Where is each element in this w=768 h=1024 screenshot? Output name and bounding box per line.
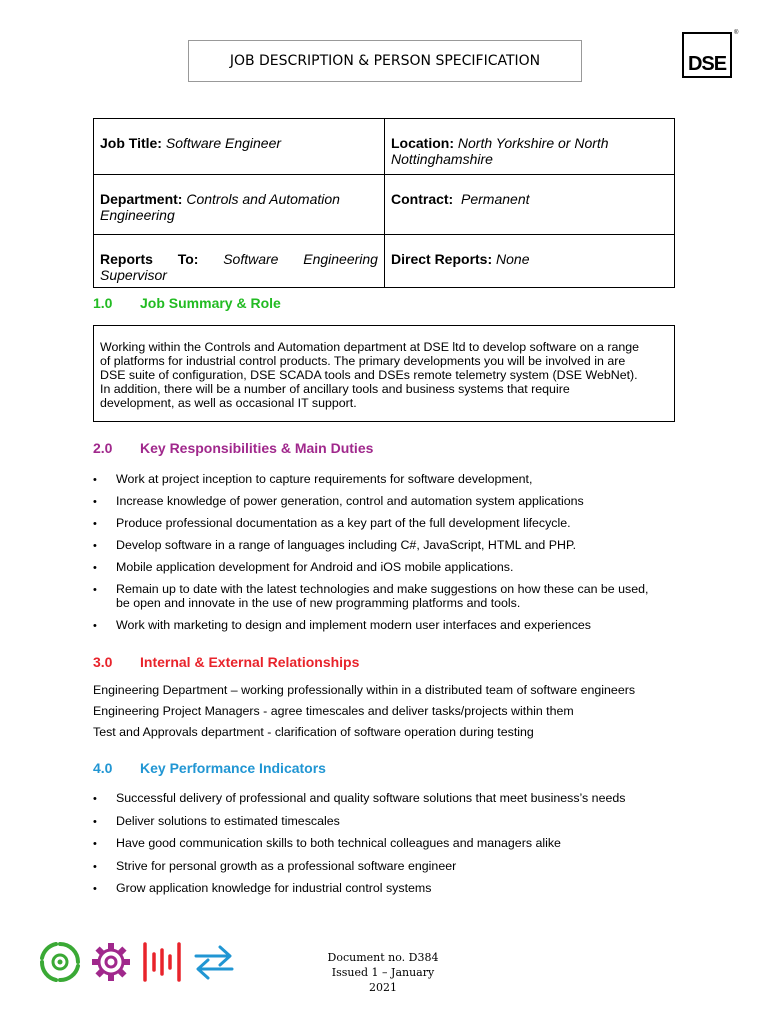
location-value-line2: Nottinghamshire (391, 151, 493, 167)
issue-date: Issued 1 – January 2021 (331, 966, 435, 994)
list-item: • Increase knowledge of power generation, control and automation system applications (93, 494, 678, 508)
department-label: Department: (100, 191, 183, 207)
document-title-text: JOB DESCRIPTION & PERSON SPECIFICATION (229, 53, 541, 69)
responsibilities-list (93, 472, 678, 632)
relationship-line: Engineering Project Managers - agree timescales and deliver tasks/projects within them (93, 704, 574, 718)
summary-line: In addition, there will be a number of ancillary tools and business systems that require (100, 382, 570, 396)
summary-line: development, as well as occasional IT support. (100, 396, 357, 410)
job-summary-box (93, 325, 675, 422)
dse-logo (682, 32, 732, 78)
section-1-number: 1.0 (93, 295, 113, 311)
list-item-line2: be open and innovate in the use of new programming platforms and tools. (116, 596, 521, 610)
section-2-title: Key Responsibilities & Main Duties (140, 440, 374, 456)
list-item: • Work with marketing to design and implement modern user interfaces and experiences (93, 618, 678, 632)
reports-value-1: Software (223, 251, 279, 267)
reports-to-line (100, 251, 378, 267)
exchange-arrows-icon (190, 942, 238, 982)
job-title-value: Software Engineer (165, 135, 282, 151)
kpi-list (93, 791, 678, 895)
section-3-heading (93, 654, 359, 670)
list-item (93, 582, 678, 610)
list-item: • Produce professional documentation as a key part of the full development lifecycle. (93, 516, 678, 530)
location-value-line1: North Yorkshire or North (457, 135, 609, 151)
job-title-label: Job Title: (100, 135, 162, 151)
section-4-title: Key Performance Indicators (140, 760, 326, 776)
department-cell (94, 175, 385, 235)
direct-reports-label: Direct Reports: (391, 251, 493, 267)
job-info-table (93, 118, 675, 288)
summary-line: Working within the Controls and Automation department at DSE ltd to develop software on a range (100, 340, 640, 354)
relationship-line: Engineering Department – working professionally within in a distributed team of software engineers (93, 683, 636, 697)
location-cell (385, 119, 675, 175)
contract-value: Permanent (461, 191, 530, 207)
reports-label-2: To: (177, 251, 199, 267)
reports-value-3: Supervisor (100, 267, 167, 283)
list-item: • Have good communication skills to both technical colleagues and managers alike (93, 836, 678, 850)
contract-label: Contract: (391, 191, 454, 207)
section-3-title: Internal & External Relationships (140, 654, 360, 670)
summary-line: of platforms for industrial control products. The primary developments you will be involved in are (100, 354, 626, 368)
list-item-line1: • Remain up to date with the latest technologies and make suggestions on how these can be used, (116, 582, 649, 596)
direct-reports-value: None (496, 251, 530, 267)
list-item: • Strive for personal growth as a professional software engineer (93, 859, 678, 873)
section-2-heading (93, 440, 373, 456)
section-2-number: 2.0 (93, 440, 113, 456)
list-item: • Work at project inception to capture requirements for software development, (93, 472, 678, 486)
department-value-line2: Engineering (100, 207, 175, 223)
list-item: • Successful delivery of professional and quality software solutions that meet business’s needs (93, 791, 678, 805)
contract-cell (385, 175, 675, 235)
section-1-heading (93, 295, 281, 311)
section-1-title: Job Summary & Role (140, 295, 281, 311)
registered-mark: ® (734, 30, 739, 36)
list-item: • Deliver solutions to estimated timescales (93, 814, 678, 828)
relationship-line: Test and Approvals department - clarification of software operation during testing (93, 725, 534, 739)
list-item: • Develop software in a range of languages including C#, JavaScript, HTML and PHP. (93, 538, 678, 552)
summary-line: DSE suite of configuration, DSE SCADA tools and DSEs remote telemetry system (DSE WebNet). (100, 368, 638, 382)
reports-label-1: Reports (100, 251, 153, 267)
document-number: Document no. D384 (327, 951, 439, 964)
job-title-cell (94, 119, 385, 175)
gear-icon (89, 940, 133, 984)
signal-bars-icon (140, 940, 184, 984)
dse-logo-text: DSE (687, 53, 727, 75)
monitoring-icon (38, 940, 82, 984)
reports-to-cell (94, 235, 385, 288)
section-3-number: 3.0 (93, 654, 113, 670)
department-value-line1: Controls and Automation (186, 191, 340, 207)
document-title (188, 40, 582, 82)
reports-value-2: Engineering (303, 251, 378, 267)
section-4-heading (93, 760, 326, 776)
list-item: • Mobile application development for Android and iOS mobile applications. (93, 560, 678, 574)
section-4-number: 4.0 (93, 760, 113, 776)
location-label: Location: (391, 135, 454, 151)
direct-reports-cell (385, 235, 675, 288)
document-number-block (318, 950, 448, 995)
list-item: • Grow application knowledge for industrial control systems (93, 881, 678, 895)
